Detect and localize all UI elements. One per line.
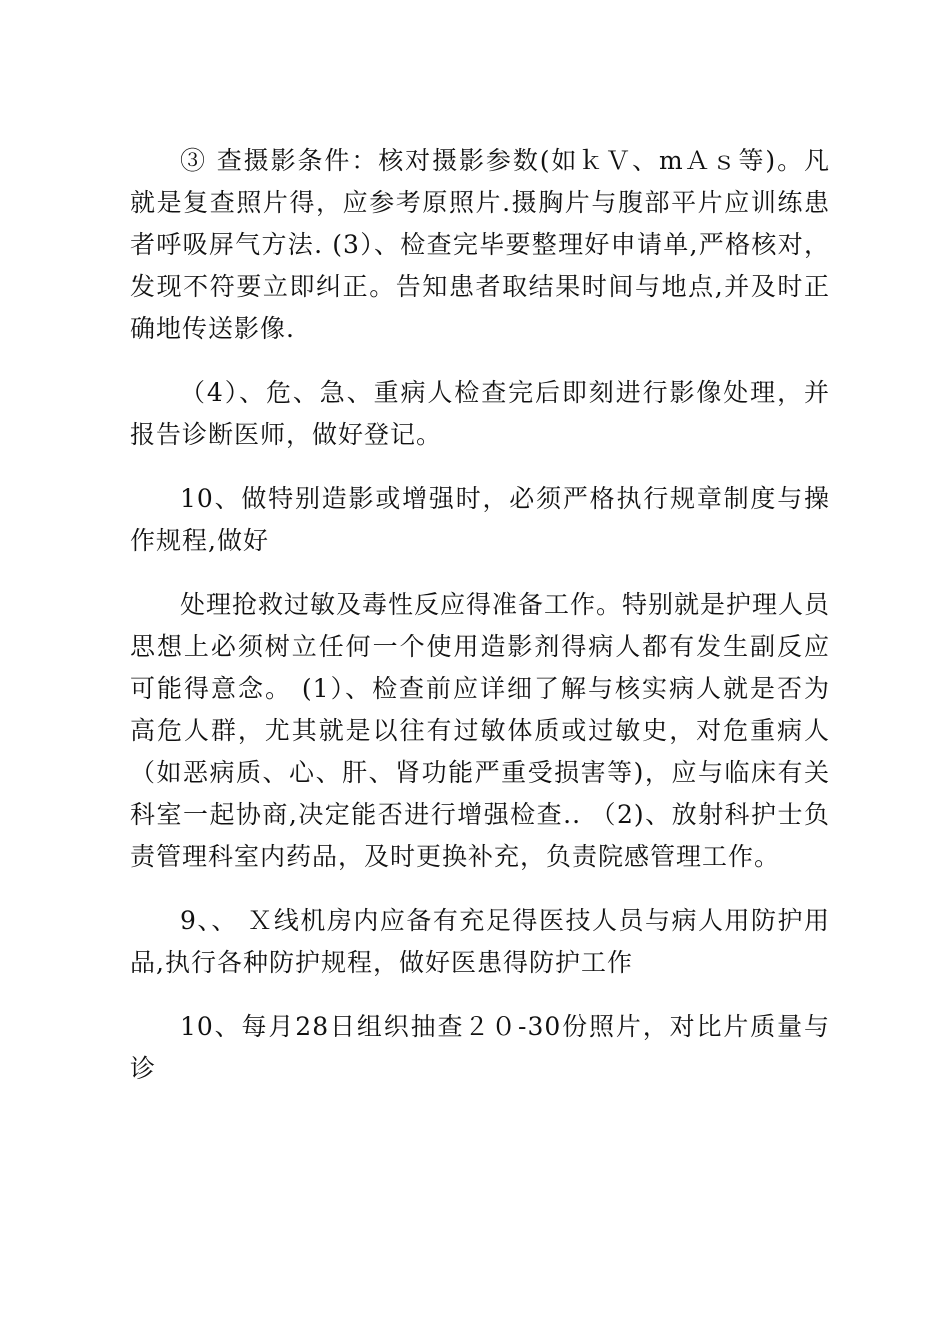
- paragraph-allergy-prep: 处理抢救过敏及毒性反应得准备工作。特别就是护理人员思想上必须树立任何一个使用造影剂得病人都有发生副反应可能得意念。 (1）、检查前应详细了解与核实病人就是否为高危人群，尤其就是以往有过敏体质或过敏史，对危重病人（如恶病质、心、肝、肾功能严重受损害等)，应与临床有关科室一起协商,决定能否进行增强检查.. （2)、放射科护士负责管理科室内药品，及时更换补充，负责院感管理工作。: [130, 590, 831, 871]
- paragraph-radiation-protection: 9、、 Ｘ线机房内应备有充足得医技人员与病人用防护用品,执行各种防护规程，做好医患得防护工作: [130, 906, 830, 977]
- paragraph-monthly-check: 10、每月28日组织抽查２０-30份照片，对比片质量与诊: [130, 1012, 830, 1083]
- paragraph-exam-conditions: ③ 查摄影条件：核对摄影参数(如ｋＶ、mＡｓ等)。凡就是复查照片得，应参考原照片.摄胸片与腹部平片应训练患者呼吸屏气方法. (3）、检查完毕要整理好申请单,严格核对，发现不符要立即纠正。告知患者取结果时间与地点,并及时正确地传送影像.: [130, 146, 830, 343]
- paragraph-critical-patients: （4）、危、急、重病人检查完后即刻进行影像处理，并报告诊断医师，做好登记。: [130, 378, 830, 449]
- document-body: [130, 140, 830, 1112]
- paragraph-special-contrast: 10、做特别造影或增强时，必须严格执行规章制度与操作规程,做好: [130, 484, 830, 555]
